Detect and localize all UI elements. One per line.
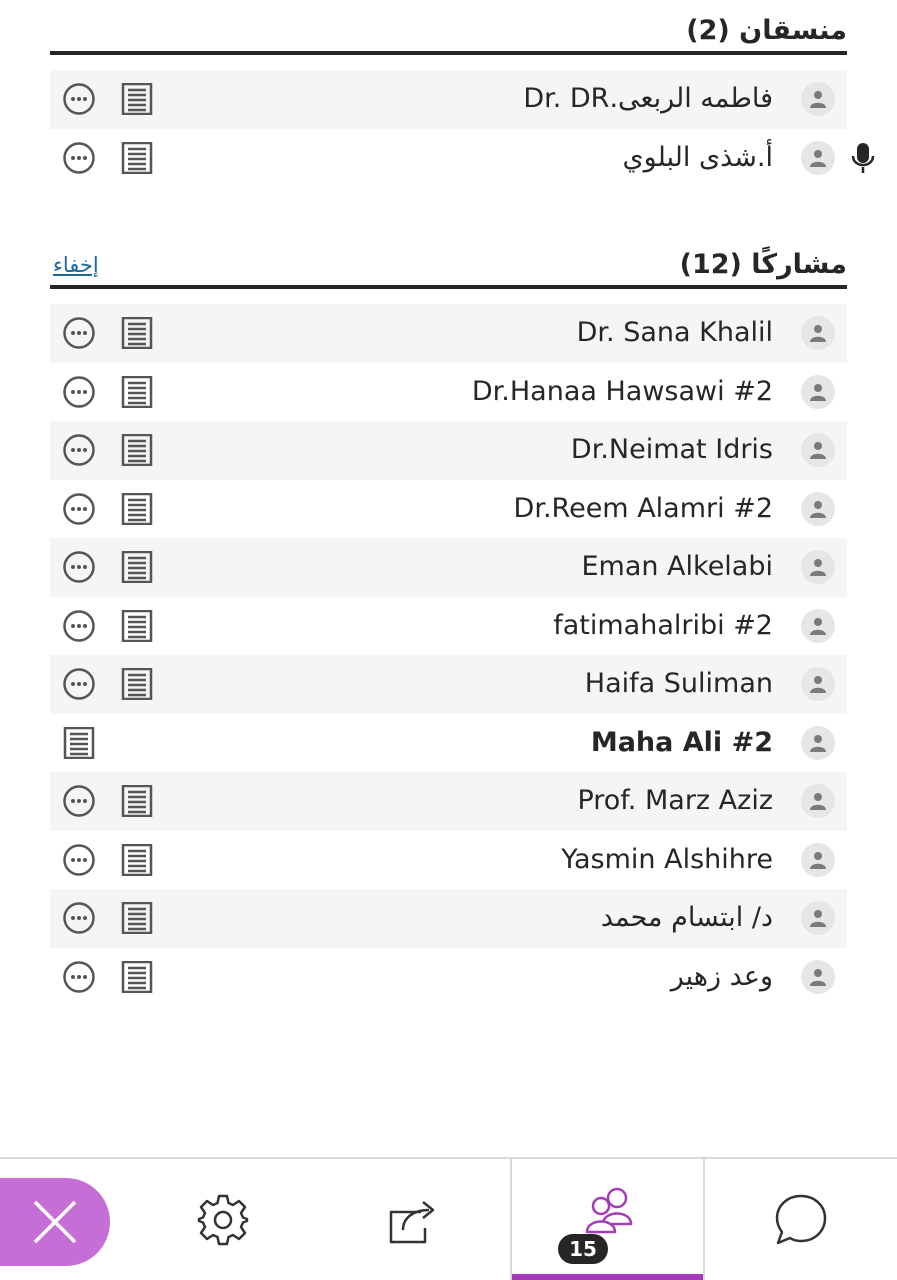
document-icon[interactable] xyxy=(121,844,153,876)
attendee-row-self[interactable] xyxy=(50,714,847,773)
moderators-section xyxy=(50,11,847,187)
attendee-row[interactable] xyxy=(50,655,847,714)
avatar-icon xyxy=(801,901,835,935)
attendee-row[interactable] xyxy=(50,831,847,890)
hide-participants-link[interactable]: إخفاء xyxy=(53,253,99,277)
document-icon[interactable] xyxy=(121,434,153,466)
document-icon[interactable] xyxy=(121,142,153,174)
attendee-row[interactable] xyxy=(50,480,847,539)
more-options-icon[interactable] xyxy=(63,610,95,642)
attendee-name: Dr.Reem Alamri #2 xyxy=(513,492,773,524)
tab-share-content[interactable] xyxy=(318,1159,510,1280)
microphone-icon xyxy=(851,142,875,174)
avatar-icon xyxy=(801,667,835,701)
avatar-icon xyxy=(801,784,835,818)
avatar-icon xyxy=(801,843,835,877)
close-panel-button[interactable] xyxy=(0,1178,110,1266)
more-options-icon[interactable] xyxy=(63,668,95,700)
gear-icon xyxy=(196,1193,250,1247)
avatar-icon xyxy=(801,609,835,643)
document-icon[interactable] xyxy=(63,727,95,759)
document-icon[interactable] xyxy=(121,493,153,525)
tab-attendees[interactable] xyxy=(510,1159,705,1280)
attendee-name: فاطمه الربعى.Dr. DR xyxy=(523,83,773,114)
attendee-name: أ.شذى البلوي xyxy=(622,141,773,173)
more-options-icon[interactable] xyxy=(63,434,95,466)
attendee-row[interactable] xyxy=(50,948,847,1007)
bottom-nav-bar xyxy=(0,1157,897,1280)
attendee-name: Dr. Sana Khalil xyxy=(576,317,773,348)
document-icon[interactable] xyxy=(121,317,153,349)
document-icon[interactable] xyxy=(121,551,153,583)
more-options-icon[interactable] xyxy=(63,902,95,934)
avatar-icon xyxy=(801,492,835,526)
attendee-row[interactable] xyxy=(50,772,847,831)
avatar-icon xyxy=(801,375,835,409)
attendee-name: Haifa Suliman xyxy=(584,668,773,699)
attendee-row[interactable] xyxy=(50,304,847,363)
attendee-name: Prof. Marz Aziz xyxy=(577,785,773,816)
document-icon[interactable] xyxy=(121,902,153,934)
attendee-name: Yasmin Alshihre xyxy=(561,843,773,875)
attendees-icon xyxy=(581,1186,641,1236)
avatar-icon xyxy=(801,141,835,175)
attendee-name: Eman Alkelabi xyxy=(581,551,773,582)
document-icon[interactable] xyxy=(121,961,153,993)
avatar-icon xyxy=(801,726,835,760)
chat-icon xyxy=(773,1193,829,1247)
attendee-name: Dr.Neimat Idris xyxy=(570,434,773,465)
avatar-icon xyxy=(801,316,835,350)
attendee-row[interactable] xyxy=(50,129,847,188)
more-options-icon[interactable] xyxy=(63,844,95,876)
document-icon[interactable] xyxy=(121,376,153,408)
moderators-header xyxy=(50,11,847,55)
attendee-row[interactable] xyxy=(50,363,847,422)
moderators-title: منسقان (2) xyxy=(686,15,847,46)
participants-section xyxy=(50,245,847,1006)
more-options-icon[interactable] xyxy=(63,376,95,408)
more-options-icon[interactable] xyxy=(63,142,95,174)
attendee-row[interactable] xyxy=(50,70,847,129)
avatar-icon xyxy=(801,960,835,994)
participants-title: مشاركًا (12) xyxy=(679,249,847,280)
attendee-name: Dr.Hanaa Hawsawi #2 xyxy=(471,375,773,407)
attendee-row[interactable] xyxy=(50,597,847,656)
active-tab-indicator xyxy=(512,1274,703,1280)
document-icon[interactable] xyxy=(121,610,153,642)
tab-settings[interactable] xyxy=(125,1159,320,1280)
avatar-icon xyxy=(801,433,835,467)
attendee-count-badge: 15 xyxy=(558,1234,608,1264)
document-icon[interactable] xyxy=(121,83,153,115)
more-options-icon[interactable] xyxy=(63,785,95,817)
more-options-icon[interactable] xyxy=(63,551,95,583)
attendee-name: Maha Ali #2 xyxy=(590,726,773,758)
more-options-icon[interactable] xyxy=(63,83,95,115)
participants-header xyxy=(50,245,847,289)
attendee-name: د/ ابتسام محمد xyxy=(600,902,773,933)
more-options-icon[interactable] xyxy=(63,493,95,525)
attendee-row[interactable] xyxy=(50,421,847,480)
more-options-icon[interactable] xyxy=(63,317,95,349)
participant-list xyxy=(50,304,847,1006)
document-icon[interactable] xyxy=(121,668,153,700)
avatar-icon xyxy=(801,82,835,116)
more-options-icon[interactable] xyxy=(63,961,95,993)
document-icon[interactable] xyxy=(121,785,153,817)
close-icon xyxy=(31,1198,79,1246)
attendee-row[interactable] xyxy=(50,889,847,948)
attendee-row[interactable] xyxy=(50,538,847,597)
tab-chat[interactable] xyxy=(705,1159,897,1280)
attendee-name: fatimahalribi #2 xyxy=(553,609,773,641)
attendee-name: وعد زهير xyxy=(670,960,773,992)
share-icon xyxy=(387,1196,441,1244)
avatar-icon xyxy=(801,550,835,584)
